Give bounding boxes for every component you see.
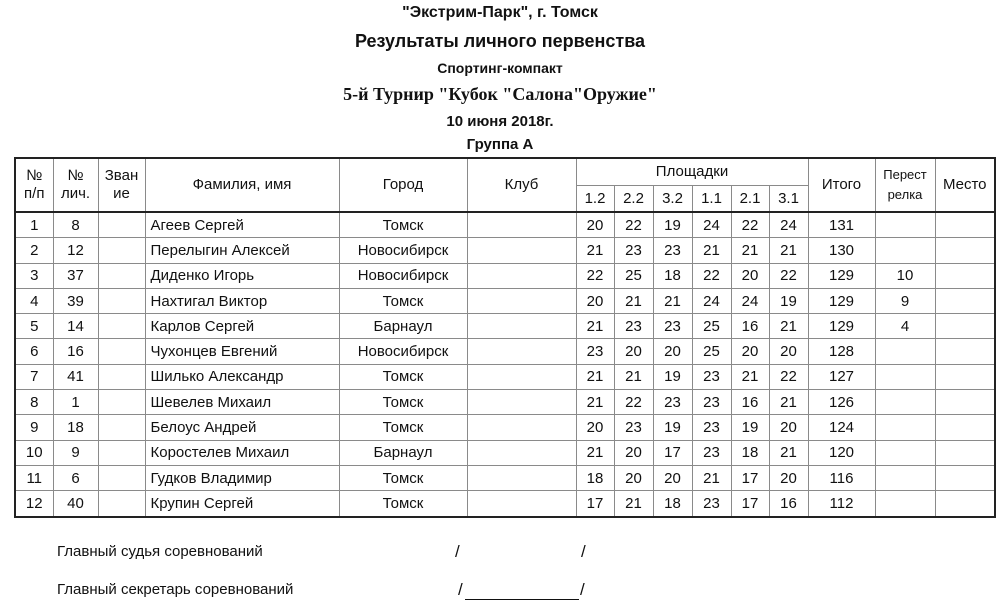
table-row bbox=[15, 212, 995, 238]
cell-station-score: 23 bbox=[692, 390, 731, 415]
cell-num-lich: 16 bbox=[53, 339, 98, 364]
cell-club bbox=[467, 491, 576, 517]
cell-station-score: 21 bbox=[769, 238, 808, 263]
cell-station-score: 20 bbox=[769, 339, 808, 364]
cell-club bbox=[467, 238, 576, 263]
cell-station-score: 21 bbox=[731, 238, 769, 263]
col-header-stations: Площадки bbox=[576, 158, 808, 186]
cell-station-score: 23 bbox=[614, 238, 653, 263]
cell-rank bbox=[98, 288, 145, 313]
cell-rank bbox=[98, 263, 145, 288]
cell-num-lich: 12 bbox=[53, 238, 98, 263]
cell-station-score: 20 bbox=[576, 288, 614, 313]
cell-station-score: 22 bbox=[614, 212, 653, 238]
cell-city: Новосибирск bbox=[339, 339, 467, 364]
cell-club bbox=[467, 465, 576, 490]
cell-num-lich: 39 bbox=[53, 288, 98, 313]
cell-city: Барнаул bbox=[339, 314, 467, 339]
cell-shootoff bbox=[875, 212, 935, 238]
cell-total: 129 bbox=[808, 263, 875, 288]
cell-station-score: 22 bbox=[769, 364, 808, 389]
cell-shootoff: 10 bbox=[875, 263, 935, 288]
cell-club bbox=[467, 390, 576, 415]
cell-station-score: 25 bbox=[692, 339, 731, 364]
cell-shootoff: 4 bbox=[875, 314, 935, 339]
cell-num-lich: 6 bbox=[53, 465, 98, 490]
cell-club bbox=[467, 415, 576, 440]
cell-city: Томск bbox=[339, 465, 467, 490]
cell-station-score: 20 bbox=[769, 465, 808, 490]
cell-club bbox=[467, 314, 576, 339]
cell-total: 116 bbox=[808, 465, 875, 490]
table-row bbox=[15, 263, 995, 288]
col-header-name: Фамилия, имя bbox=[145, 158, 339, 212]
cell-rank bbox=[98, 390, 145, 415]
cell-station-score: 22 bbox=[692, 263, 731, 288]
cell-num-pp: 7 bbox=[15, 364, 53, 389]
cell-rank bbox=[98, 364, 145, 389]
group-title: Группа А bbox=[466, 136, 534, 153]
cell-station-score: 21 bbox=[576, 390, 614, 415]
cell-rank bbox=[98, 415, 145, 440]
secretary-label: Главный секретарь соревнований bbox=[57, 581, 294, 598]
col-header-shootoff: Перест релка bbox=[875, 158, 935, 212]
cell-total: 129 bbox=[808, 314, 875, 339]
table-row bbox=[15, 288, 995, 313]
cell-city: Новосибирск bbox=[339, 238, 467, 263]
cell-name: Гудков Владимир bbox=[145, 465, 339, 490]
cell-num-pp: 11 bbox=[15, 465, 53, 490]
cell-station-score: 21 bbox=[614, 491, 653, 517]
cell-num-pp: 6 bbox=[15, 339, 53, 364]
cell-station-score: 17 bbox=[576, 491, 614, 517]
cell-station-score: 20 bbox=[576, 415, 614, 440]
cell-name: Карлов Сергей bbox=[145, 314, 339, 339]
cell-station-score: 22 bbox=[769, 263, 808, 288]
discipline-title: Спортинг-компакт bbox=[437, 60, 563, 76]
cell-total: 128 bbox=[808, 339, 875, 364]
judge-slash-left: / bbox=[455, 542, 460, 561]
cell-station-score: 19 bbox=[653, 415, 692, 440]
cell-name: Шилько Александр bbox=[145, 364, 339, 389]
cell-station-score: 23 bbox=[614, 415, 653, 440]
cell-station-score: 21 bbox=[769, 314, 808, 339]
table-row bbox=[15, 440, 995, 465]
cell-club bbox=[467, 364, 576, 389]
cell-shootoff bbox=[875, 415, 935, 440]
cell-num-lich: 41 bbox=[53, 364, 98, 389]
table-row bbox=[15, 415, 995, 440]
cell-station-score: 23 bbox=[692, 364, 731, 389]
cell-shootoff bbox=[875, 491, 935, 517]
cell-shootoff bbox=[875, 364, 935, 389]
cell-total: 126 bbox=[808, 390, 875, 415]
col-header-station: 1.2 bbox=[576, 186, 614, 213]
cell-station-score: 20 bbox=[731, 263, 769, 288]
cell-station-score: 21 bbox=[653, 288, 692, 313]
cell-num-lich: 18 bbox=[53, 415, 98, 440]
cell-shootoff bbox=[875, 339, 935, 364]
cell-place bbox=[935, 339, 995, 364]
cell-shootoff bbox=[875, 238, 935, 263]
cell-station-score: 17 bbox=[731, 465, 769, 490]
cell-rank bbox=[98, 212, 145, 238]
cell-place bbox=[935, 465, 995, 490]
cell-station-score: 25 bbox=[692, 314, 731, 339]
document-title: Результаты личного первенства bbox=[354, 31, 646, 51]
cell-station-score: 23 bbox=[614, 314, 653, 339]
col-header-num-lich: № лич. bbox=[53, 158, 98, 212]
cell-station-score: 20 bbox=[614, 465, 653, 490]
cell-station-score: 19 bbox=[769, 288, 808, 313]
cell-name: Чухонцев Евгений bbox=[145, 339, 339, 364]
cell-station-score: 21 bbox=[576, 364, 614, 389]
cell-station-score: 20 bbox=[614, 339, 653, 364]
col-header-station: 3.1 bbox=[769, 186, 808, 213]
cell-rank bbox=[98, 491, 145, 517]
cell-place bbox=[935, 364, 995, 389]
cell-num-pp: 9 bbox=[15, 415, 53, 440]
cell-rank bbox=[98, 314, 145, 339]
cell-station-score: 20 bbox=[653, 465, 692, 490]
cell-club bbox=[467, 339, 576, 364]
table-row bbox=[15, 465, 995, 490]
table-row bbox=[15, 238, 995, 263]
cell-station-score: 22 bbox=[614, 390, 653, 415]
cell-station-score: 21 bbox=[576, 314, 614, 339]
cell-station-score: 18 bbox=[576, 465, 614, 490]
table-row bbox=[15, 314, 995, 339]
cell-station-score: 24 bbox=[769, 212, 808, 238]
cell-place bbox=[935, 491, 995, 517]
col-header-rank: Зван ие bbox=[98, 158, 145, 212]
cell-station-score: 20 bbox=[731, 339, 769, 364]
cell-station-score: 21 bbox=[692, 238, 731, 263]
secretary-slash-left: / bbox=[458, 580, 463, 599]
judge-slash-right: / bbox=[581, 542, 586, 561]
cell-station-score: 20 bbox=[576, 212, 614, 238]
table-row bbox=[15, 364, 995, 389]
cell-num-pp: 2 bbox=[15, 238, 53, 263]
cell-city: Томск bbox=[339, 212, 467, 238]
cell-shootoff bbox=[875, 465, 935, 490]
cell-rank bbox=[98, 339, 145, 364]
cell-num-pp: 1 bbox=[15, 212, 53, 238]
cell-station-score: 21 bbox=[769, 390, 808, 415]
cell-station-score: 23 bbox=[653, 238, 692, 263]
cell-station-score: 19 bbox=[731, 415, 769, 440]
cell-name: Шевелев Михаил bbox=[145, 390, 339, 415]
cell-num-pp: 8 bbox=[15, 390, 53, 415]
cell-club bbox=[467, 212, 576, 238]
cell-total: 124 bbox=[808, 415, 875, 440]
cell-rank bbox=[98, 440, 145, 465]
cell-station-score: 21 bbox=[614, 288, 653, 313]
tournament-title: 5-й Турнир "Кубок "Салона"Оружие" bbox=[343, 84, 657, 104]
cell-num-pp: 3 bbox=[15, 263, 53, 288]
cell-city: Новосибирск bbox=[339, 263, 467, 288]
col-header-station: 3.2 bbox=[653, 186, 692, 213]
cell-station-score: 21 bbox=[576, 238, 614, 263]
cell-num-lich: 40 bbox=[53, 491, 98, 517]
cell-place bbox=[935, 415, 995, 440]
cell-club bbox=[467, 440, 576, 465]
cell-total: 130 bbox=[808, 238, 875, 263]
cell-station-score: 16 bbox=[731, 314, 769, 339]
cell-shootoff bbox=[875, 390, 935, 415]
cell-station-score: 21 bbox=[692, 465, 731, 490]
event-date: 10 июня 2018г. bbox=[446, 113, 554, 130]
cell-num-pp: 10 bbox=[15, 440, 53, 465]
cell-station-score: 16 bbox=[769, 491, 808, 517]
col-header-club: Клуб bbox=[467, 158, 576, 212]
cell-num-pp: 4 bbox=[15, 288, 53, 313]
col-header-total: Итого bbox=[808, 158, 875, 212]
cell-place bbox=[935, 288, 995, 313]
cell-station-score: 24 bbox=[692, 288, 731, 313]
col-header-num-pp: № п/п bbox=[15, 158, 53, 212]
cell-city: Томск bbox=[339, 390, 467, 415]
cell-num-lich: 14 bbox=[53, 314, 98, 339]
table-body bbox=[15, 212, 995, 517]
cell-name: Диденко Игорь bbox=[145, 263, 339, 288]
cell-shootoff: 9 bbox=[875, 288, 935, 313]
cell-station-score: 20 bbox=[769, 415, 808, 440]
cell-station-score: 23 bbox=[692, 415, 731, 440]
secretary-slash-right: / bbox=[580, 580, 585, 599]
col-header-place: Место bbox=[935, 158, 995, 212]
cell-rank bbox=[98, 465, 145, 490]
cell-rank bbox=[98, 238, 145, 263]
cell-num-lich: 1 bbox=[53, 390, 98, 415]
cell-station-score: 16 bbox=[731, 390, 769, 415]
cell-city: Томск bbox=[339, 491, 467, 517]
table-row bbox=[15, 491, 995, 517]
cell-station-score: 18 bbox=[653, 263, 692, 288]
table-header bbox=[15, 158, 995, 212]
cell-station-score: 21 bbox=[614, 364, 653, 389]
col-header-station: 2.1 bbox=[731, 186, 769, 213]
cell-club bbox=[467, 288, 576, 313]
judge-label: Главный судья соревнований bbox=[57, 543, 263, 560]
col-header-station: 1.1 bbox=[692, 186, 731, 213]
cell-station-score: 23 bbox=[692, 440, 731, 465]
cell-station-score: 23 bbox=[653, 314, 692, 339]
cell-station-score: 20 bbox=[614, 440, 653, 465]
cell-station-score: 24 bbox=[731, 288, 769, 313]
secretary-signature-line bbox=[465, 599, 579, 600]
cell-city: Томск bbox=[339, 364, 467, 389]
cell-name: Нахтигал Виктор bbox=[145, 288, 339, 313]
cell-total: 131 bbox=[808, 212, 875, 238]
cell-total: 129 bbox=[808, 288, 875, 313]
cell-city: Барнаул bbox=[339, 440, 467, 465]
cell-num-pp: 5 bbox=[15, 314, 53, 339]
cell-num-lich: 8 bbox=[53, 212, 98, 238]
cell-station-score: 19 bbox=[653, 364, 692, 389]
cell-station-score: 21 bbox=[769, 440, 808, 465]
cell-station-score: 21 bbox=[576, 440, 614, 465]
cell-total: 127 bbox=[808, 364, 875, 389]
cell-station-score: 23 bbox=[692, 491, 731, 517]
cell-name: Перелыгин Алексей bbox=[145, 238, 339, 263]
cell-shootoff bbox=[875, 440, 935, 465]
organizer-title: "Экстрим-Парк", г. Томск bbox=[402, 4, 598, 21]
cell-club bbox=[467, 263, 576, 288]
cell-name: Агеев Сергей bbox=[145, 212, 339, 238]
cell-station-score: 17 bbox=[653, 440, 692, 465]
cell-station-score: 22 bbox=[576, 263, 614, 288]
col-header-city: Город bbox=[339, 158, 467, 212]
cell-num-pp: 12 bbox=[15, 491, 53, 517]
table-row bbox=[15, 339, 995, 364]
cell-station-score: 21 bbox=[731, 364, 769, 389]
cell-place bbox=[935, 440, 995, 465]
col-header-station: 2.2 bbox=[614, 186, 653, 213]
cell-station-score: 20 bbox=[653, 339, 692, 364]
cell-name: Крупин Сергей bbox=[145, 491, 339, 517]
cell-station-score: 23 bbox=[576, 339, 614, 364]
table-row bbox=[15, 390, 995, 415]
cell-station-score: 19 bbox=[653, 212, 692, 238]
cell-num-lich: 9 bbox=[53, 440, 98, 465]
cell-station-score: 24 bbox=[692, 212, 731, 238]
cell-place bbox=[935, 314, 995, 339]
cell-num-lich: 37 bbox=[53, 263, 98, 288]
cell-city: Томск bbox=[339, 415, 467, 440]
cell-station-score: 18 bbox=[731, 440, 769, 465]
cell-station-score: 17 bbox=[731, 491, 769, 517]
cell-station-score: 25 bbox=[614, 263, 653, 288]
cell-station-score: 23 bbox=[653, 390, 692, 415]
cell-station-score: 18 bbox=[653, 491, 692, 517]
results-table bbox=[14, 157, 996, 518]
cell-place bbox=[935, 238, 995, 263]
cell-place bbox=[935, 263, 995, 288]
cell-name: Коростелев Михаил bbox=[145, 440, 339, 465]
cell-name: Белоус Андрей bbox=[145, 415, 339, 440]
cell-total: 120 bbox=[808, 440, 875, 465]
cell-total: 112 bbox=[808, 491, 875, 517]
cell-place bbox=[935, 212, 995, 238]
cell-place bbox=[935, 390, 995, 415]
cell-station-score: 22 bbox=[731, 212, 769, 238]
cell-city: Томск bbox=[339, 288, 467, 313]
